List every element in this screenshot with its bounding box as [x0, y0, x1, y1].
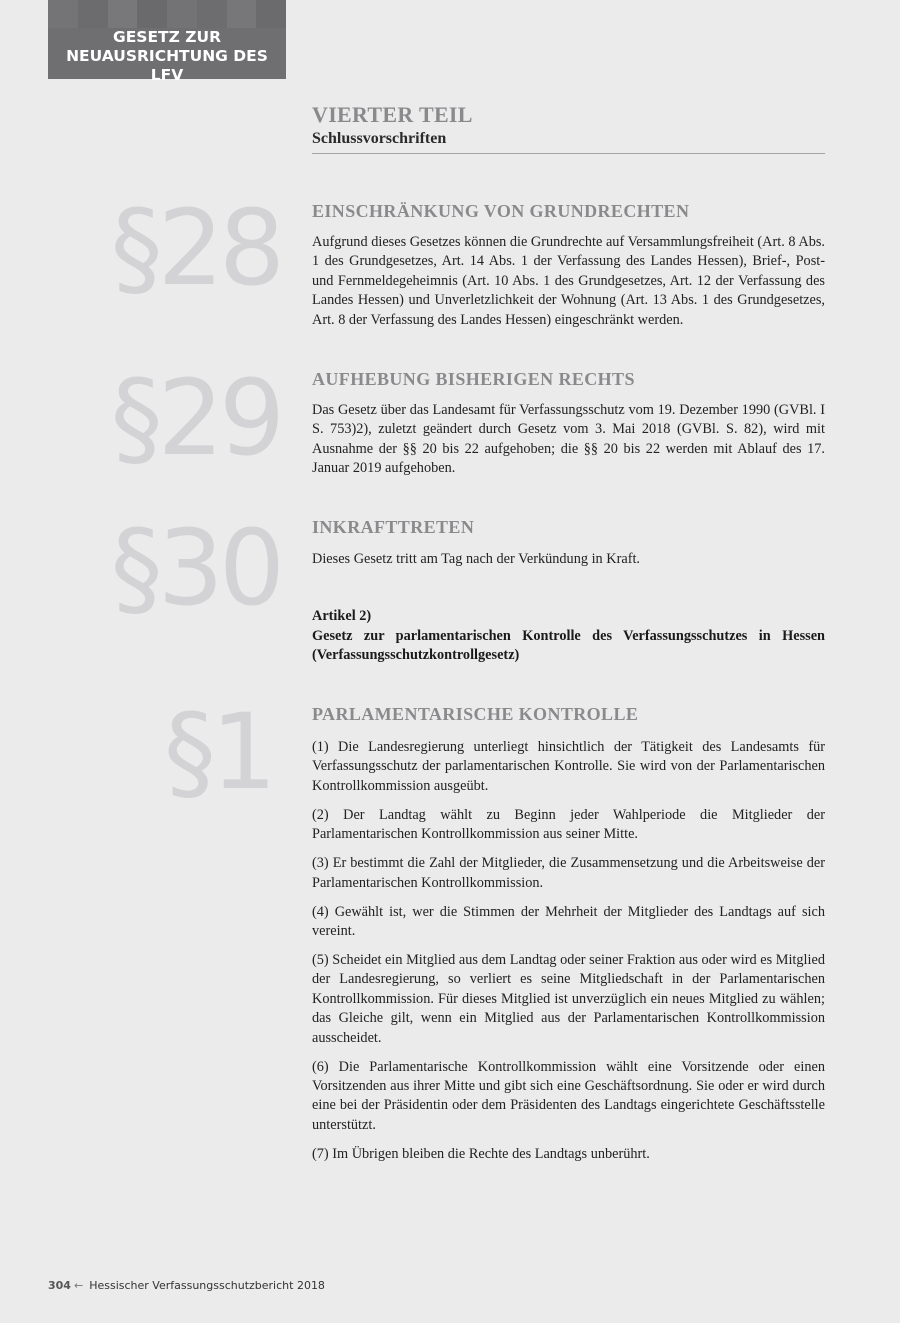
arrow-left-icon[interactable]: ← — [73, 1279, 84, 1292]
paragraph-3: (3) Er bestimmt die Zahl der Mitglieder, die Zusammensetzung und die Arbeitsweise der Parlamentarischen Kontrollkommission. — [312, 855, 825, 891]
section-number-29: §29 — [110, 357, 280, 479]
chapter-tag-line2: NEUAUSRICHTUNG DES LFV — [66, 47, 268, 84]
section-text-30: Dieses Gesetz tritt am Tag nach der Verkündung in Kraft. — [312, 551, 640, 567]
paragraph-6: (6) Die Parlamentarische Kontrollkommission wählt eine Vorsitzende oder einen Vorsitzenden aus ihrer Mitte und gibt sich eine Geschäftsordnung. Sie oder er wird durch eine bei der Präsidentin oder dem Präsidenten des Landtags eingerichtete Geschäftsstelle unterstützt. — [312, 1058, 825, 1133]
publication-title: Hessischer Verfassungsschutzbericht 2018 — [89, 1279, 325, 1292]
section-number-28: §28 — [110, 187, 280, 309]
paragraph-4: (4) Gewählt ist, wer die Stimmen der Mehrheit der Mitglieder des Landtags auf sich vereint. — [312, 903, 825, 940]
section-number-1: §1 — [163, 691, 272, 813]
paragraph-7: (7) Im Übrigen bleiben die Rechte des Landtags unberührt. — [312, 1145, 650, 1162]
section-heading-29: AUFHEBUNG BISHERIGEN RECHTS — [312, 369, 635, 389]
section-heading-28: EINSCHRÄNKUNG VON GRUNDRECHTEN — [312, 201, 690, 221]
part-title: VIERTER TEIL — [312, 102, 473, 127]
section-heading-30: INKRAFTTRETEN — [312, 517, 475, 537]
section-body-1 — [312, 738, 825, 1174]
paragraph-5: (5) Scheidet ein Mitglied aus dem Landtag oder seiner Fraktion aus oder wird es Mitglied der Landesregierung, so verliert es seine Mitgliedschaft in der Parlamentarischen Kontrollkommission. Für dieses Mitglied ist unverzüglich ein neues Mitglied zu wählen; das Gleiche gilt, wenn ein Mitglied aus der Parlamentarischen Kontrollkommission ausscheidet. — [312, 952, 825, 1046]
chapter-tag-line1: GESETZ ZUR — [112, 28, 222, 46]
chapter-tag — [48, 0, 286, 84]
paragraph-2: (2) Der Landtag wählt zu Beginn jeder Wahlperiode die Mitglieder der Parlamentarischen Kontrollkommission aus seiner Mitte. — [312, 806, 825, 843]
part-subtitle: Schlussvorschriften — [312, 130, 447, 147]
article-label: Artikel 2) — [312, 608, 372, 624]
tag-pattern — [48, 0, 286, 28]
page-number: 304 — [48, 1279, 71, 1292]
part-divider — [312, 153, 825, 154]
page-footer — [48, 1279, 325, 1292]
section-heading-1: PARLAMENTARISCHE KONTROLLE — [312, 704, 639, 724]
paragraph-1: (1) Die Landesregierung unterliegt hinsichtlich der Tätigkeit des Landesamts für Verfassungsschutz der parlamentarischen Kontrolle. Sie wird von der Parlamentarischen Kontrollkommission ausgeübt. — [312, 739, 825, 794]
article-title: Gesetz zur parlamentarischen Kontrolle des Verfassungsschutzes in Hessen (Verfassungsschutzkontrollgesetz) — [312, 628, 825, 664]
section-text-29: Das Gesetz über das Landesamt für Verfassungsschutz vom 19. Dezember 1990 (GVBl. I S. 753)2), zuletzt geändert durch Gesetz vom 3. Mai 2018 (GVBl. S. 82), wird mit Ausnahme der §§ 20 bis 22 aufgehoben; die §§ 20 bis 22 werden mit Ablauf des 17. Januar 2019 aufgehoben. — [312, 402, 825, 477]
section-text-28: Aufgrund dieses Gesetzes können die Grundrechte auf Versammlungsfreiheit (Art. 8 Abs. 1 des Grundgesetzes, Art. 14 Abs. 1 der Verfassung des Landes Hessen), Brief-, Post- und Fernmeldegeheimnis (Art. 10 Abs. 1 des Grundgesetzes, Art. 12 der Verfassung des Landes Hessen) und Unverletzlichkeit der Wohnung (Art. 13 Abs. 1 des Grundgesetzes, Art. 8 der Verfassung des Landes Hessen) eingeschränkt werden. — [312, 234, 825, 328]
section-number-30: §30 — [110, 507, 280, 629]
